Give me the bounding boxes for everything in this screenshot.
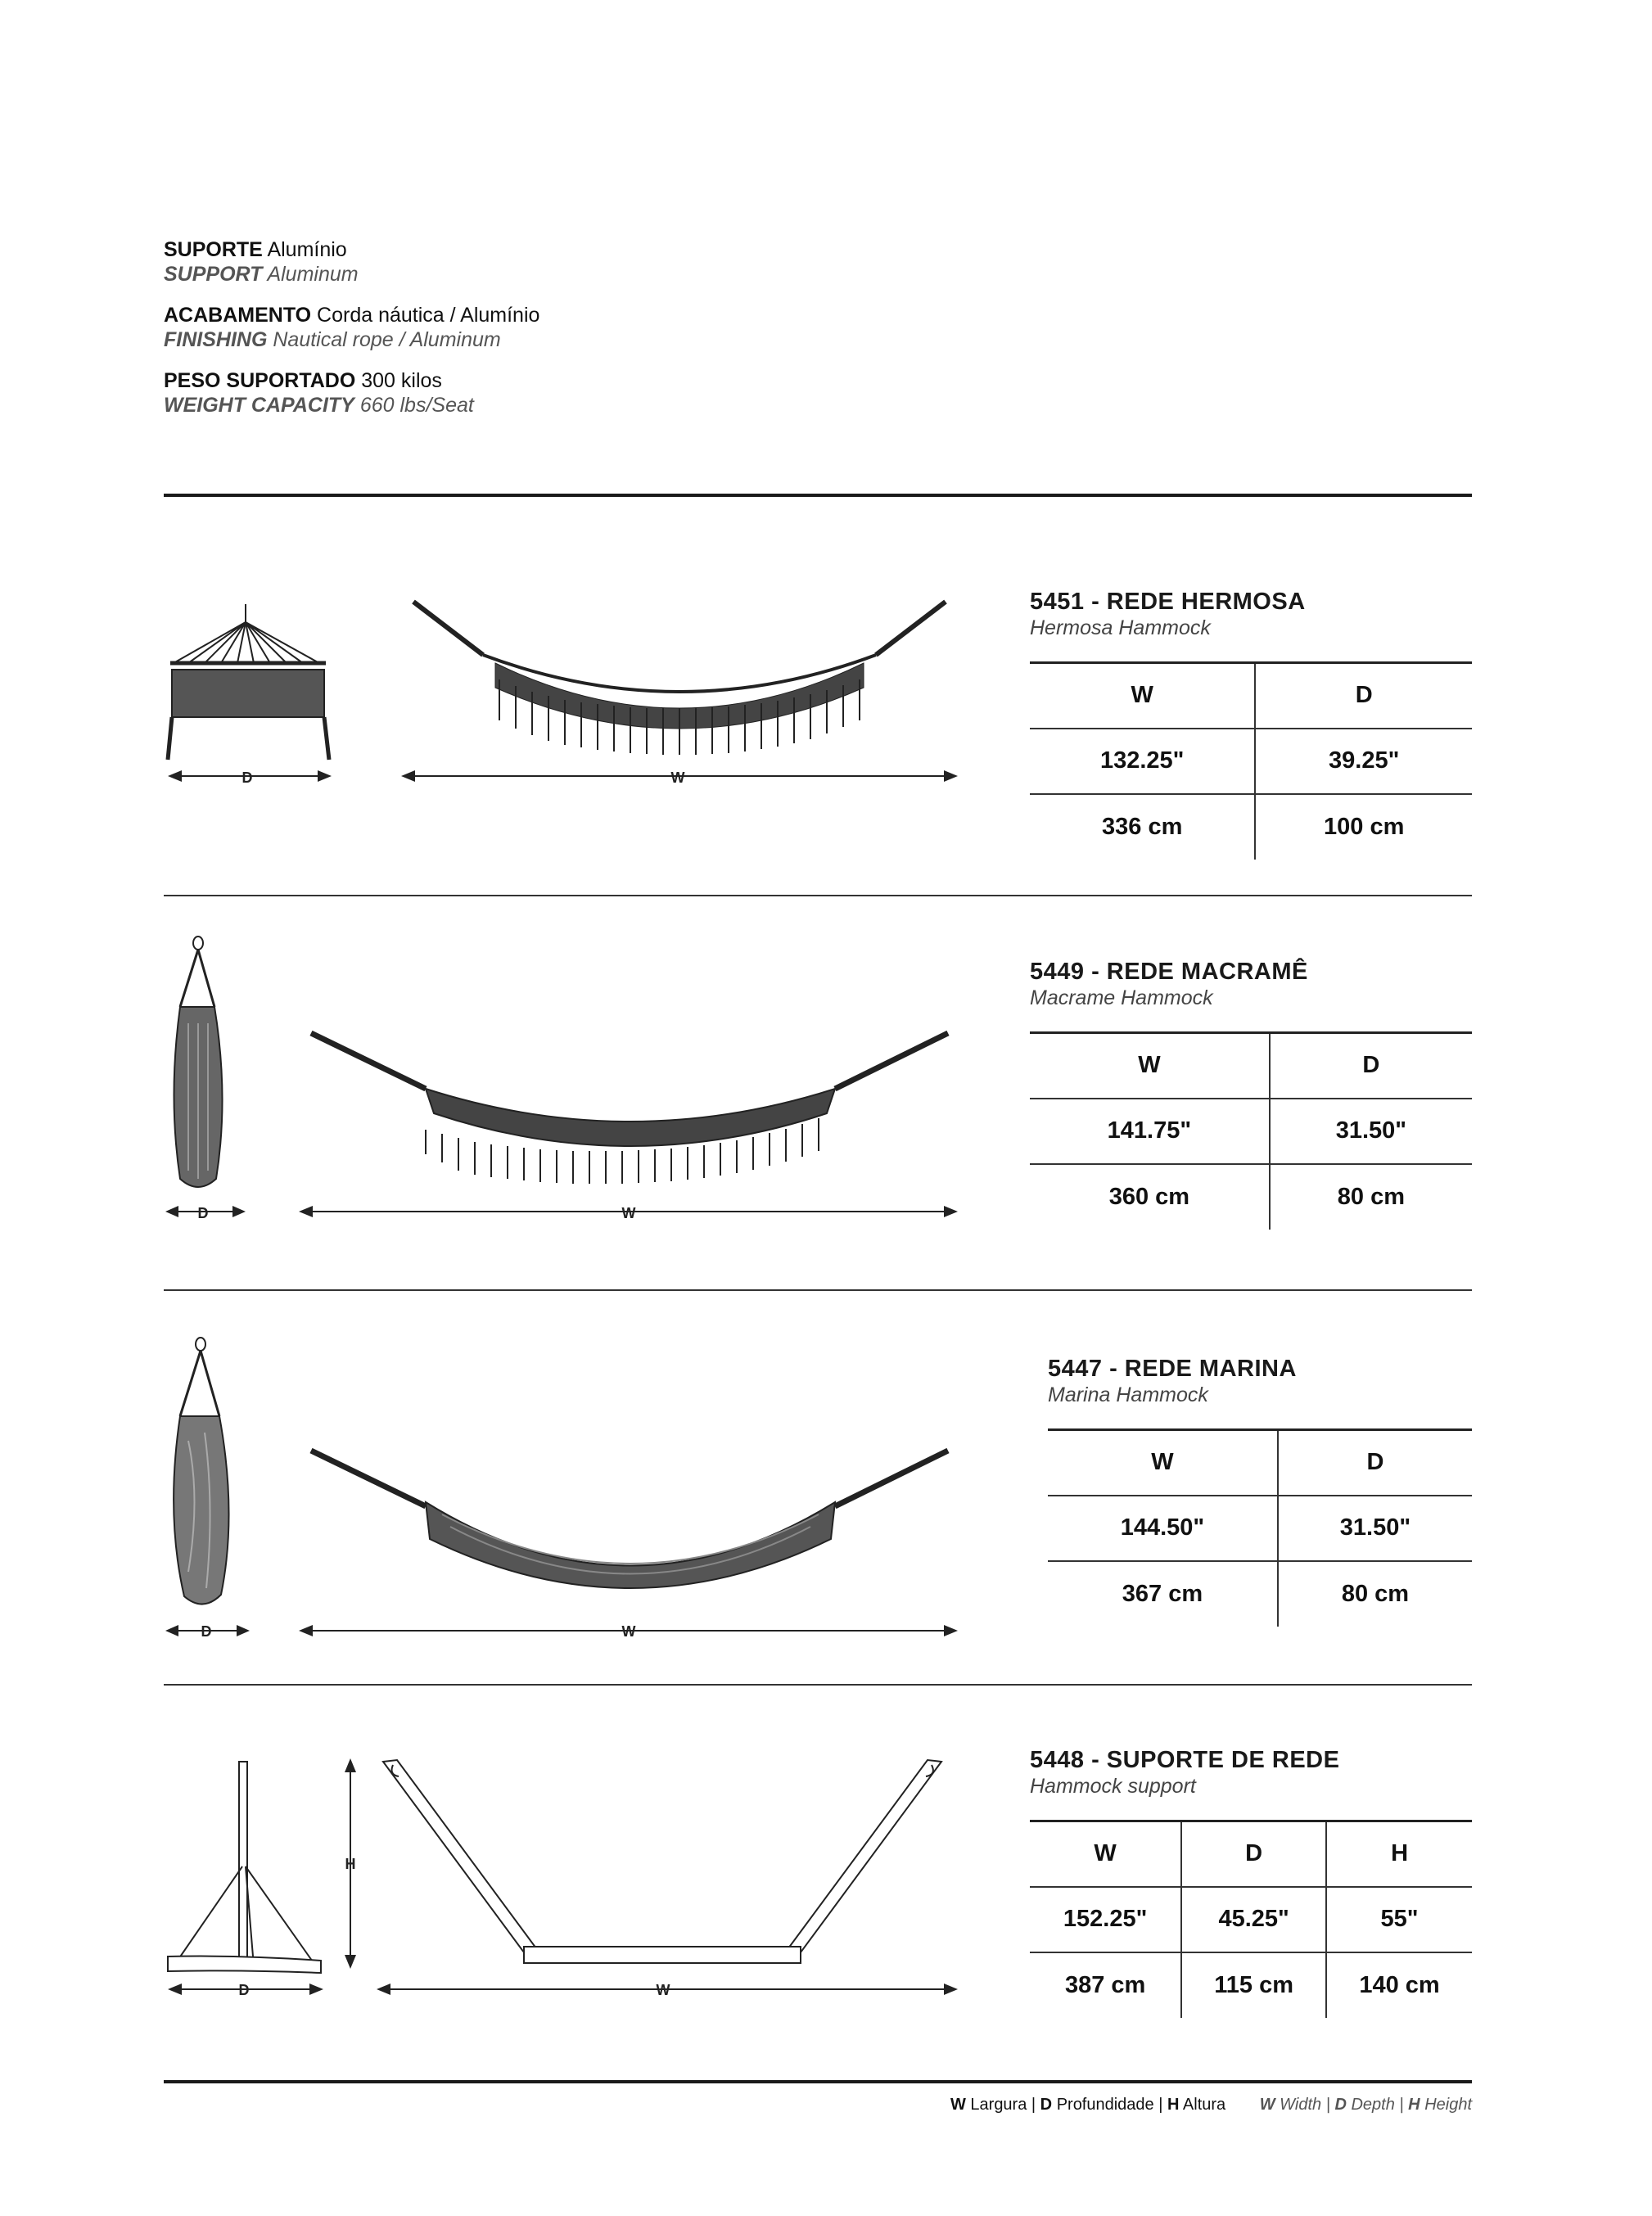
marina-drawing [164,1334,982,1640]
table-cell: 100 cm [1255,794,1472,860]
table-row [1030,1821,1472,1887]
legend-key: D [1040,2096,1053,2114]
table-cell: 39.25" [1255,729,1472,794]
product-macrame [1030,958,1308,1010]
legend-text: Altura [1182,2096,1226,2114]
support-h-dimension [345,1758,356,1969]
product-subtitle: Hermosa Hammock [1030,616,1211,639]
dimensions-table [1030,1820,1472,2018]
spec-label: FINISHING [164,328,268,351]
hermosa-drawing [164,598,982,786]
table-row [1048,1561,1472,1627]
table-cell: 31.50" [1278,1496,1472,1561]
table-cell: 115 cm [1181,1952,1326,2018]
divider [164,2080,1472,2083]
macrame-w-dimension [299,1205,958,1221]
spec-value: Aluminum [267,263,359,286]
spec-label: PESO SUPORTADO [164,369,356,392]
legend-pt [950,2096,1230,2114]
hermosa-front-view [413,602,946,755]
product-marina [1048,1355,1297,1407]
spec-finishing [164,303,900,352]
divider [164,895,1472,896]
support-w-dimension [377,1982,958,1998]
legend-key: H [1167,2096,1180,2114]
table-row [1030,1099,1472,1164]
product-title: 5449 - REDE MACRAMÊ [1030,959,1308,985]
macrame-front-view [311,1033,948,1184]
product-subtitle: Hammock support [1030,1775,1196,1798]
column-header: W [1094,1840,1117,1867]
specifications [164,237,900,434]
legend-text: Width [1280,2096,1322,2114]
hermosa-w-dimension [401,770,958,786]
dimension-legend [950,2096,1472,2114]
legend-separator: | [1325,2096,1330,2114]
support-drawing [164,1752,982,2006]
table-cell: 31.50" [1270,1099,1472,1164]
support-front-view [383,1760,941,1963]
column-header: D [1278,1430,1472,1496]
product-title: 5451 - REDE HERMOSA [1030,589,1306,615]
table-row [1030,729,1472,794]
table-cell: 80 cm [1270,1164,1472,1230]
table-cell: 144.50" [1120,1514,1205,1541]
table-cell: 45.25" [1181,1887,1326,1952]
legend-separator: | [1031,2096,1036,2114]
table-cell: 387 cm [1064,1971,1146,1998]
legend-key: D [1334,2096,1347,2114]
table-cell: 80 cm [1278,1561,1472,1627]
spec-support [164,237,900,287]
dim-label-h: H [345,1856,356,1872]
table-row [1048,1430,1472,1496]
spec-value: 300 kilos [361,369,442,392]
table-row [1030,1033,1472,1099]
product-subtitle: Macrame Hammock [1030,986,1213,1009]
table-row [1030,1164,1472,1230]
divider [164,494,1472,497]
support-d-dimension [168,1982,323,1998]
table-row [1030,794,1472,860]
legend-text: Profundidade [1056,2096,1154,2114]
spec-label: SUPORTE [164,238,263,261]
table-row [1030,1887,1472,1952]
dim-label-d: D [201,1623,212,1640]
dimensions-table [1030,661,1472,860]
table-cell: 360 cm [1108,1183,1190,1210]
spec-value: Corda náutica / Alumínio [317,304,540,327]
table-cell: 141.75" [1107,1117,1192,1144]
product-hermosa [1030,588,1306,640]
dim-label-w: W [621,1205,636,1221]
spec-value: Nautical rope / Aluminum [273,328,501,351]
product-subtitle: Marina Hammock [1048,1383,1208,1406]
hermosa-d-dimension [168,770,332,786]
legend-key: W [950,2096,966,2114]
table-row [1030,663,1472,729]
column-header: H [1326,1821,1472,1887]
marina-d-dimension [165,1623,250,1640]
column-header: D [1270,1033,1472,1099]
marina-front-view [311,1451,948,1588]
dim-label-w: W [621,1623,636,1640]
product-title: 5447 - REDE MARINA [1048,1356,1297,1382]
macrame-side-view [174,936,223,1187]
macrame-d-dimension [165,1205,246,1221]
legend-separator: | [1158,2096,1163,2114]
product-hammock-support [1030,1746,1339,1799]
column-header: W [1151,1449,1174,1476]
dim-label-w: W [670,770,685,786]
table-cell: 367 cm [1122,1580,1203,1607]
table-cell: 152.25" [1063,1906,1148,1932]
dim-label-d: D [241,770,253,786]
spec-value: Alumínio [267,238,347,261]
legend-text: Depth [1351,2096,1395,2114]
divider [164,1684,1472,1686]
dim-label-d: D [197,1205,209,1221]
column-header: D [1255,663,1472,729]
legend-text: Largura [970,2096,1027,2114]
spec-weight [164,368,900,417]
divider [164,1289,1472,1291]
macrame-drawing [164,933,982,1228]
legend-key: H [1408,2096,1420,2114]
table-cell: 140 cm [1326,1952,1472,2018]
table-cell: 132.25" [1099,747,1185,774]
spec-label: ACABAMENTO [164,304,312,327]
table-cell: 55" [1326,1887,1472,1952]
table-cell: 336 cm [1102,813,1183,840]
column-header: D [1181,1821,1326,1887]
table-row [1048,1496,1472,1561]
spec-label: WEIGHT CAPACITY [164,394,354,417]
legend-key: W [1259,2096,1275,2114]
column-header: W [1131,682,1153,709]
hermosa-side-view [168,604,329,760]
marina-side-view [174,1338,228,1604]
dim-label-w: W [656,1982,670,1998]
dim-label-d: D [238,1982,250,1998]
dimensions-table [1030,1031,1472,1230]
legend-en [1260,2096,1472,2114]
product-title: 5448 - SUPORTE DE REDE [1030,1747,1340,1773]
spec-value: 660 lbs/Seat [359,394,474,417]
legend-separator: | [1399,2096,1404,2114]
spec-label: SUPPORT [164,263,263,286]
table-row [1030,1952,1472,2018]
dimensions-table [1048,1428,1472,1627]
legend-text: Height [1424,2096,1472,2114]
support-side-view [168,1762,321,1973]
marina-w-dimension [299,1623,958,1640]
column-header: W [1138,1052,1161,1079]
